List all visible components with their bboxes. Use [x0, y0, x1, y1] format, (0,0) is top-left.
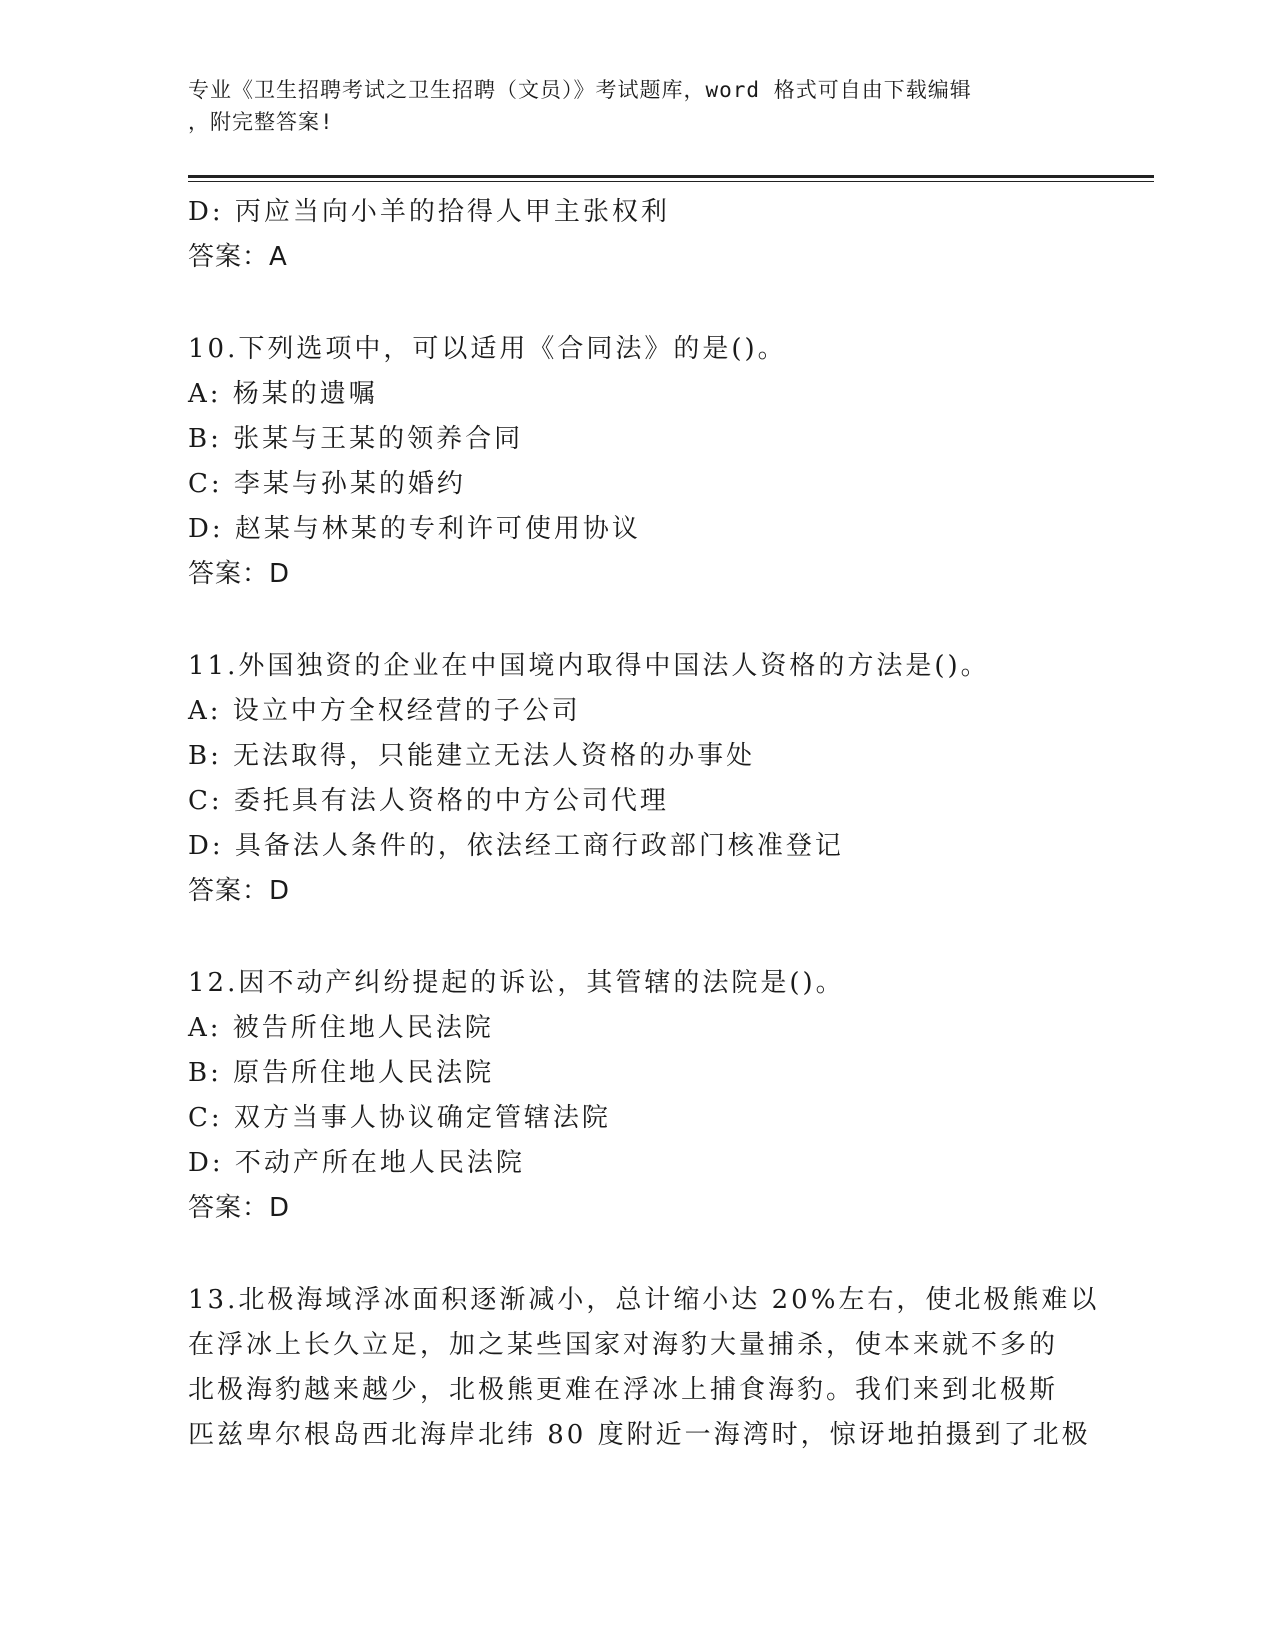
- question-stem: 12.因不动产纠纷提起的诉讼，其管辖的法院是()。: [188, 968, 845, 998]
- header-rule-thick: [188, 175, 1154, 178]
- question-12: [188, 961, 1088, 1231]
- question-13: [188, 1278, 1100, 1458]
- question-stem: 10.下列选项中，可以适用《合同法》的是()。: [188, 334, 787, 364]
- option-d: D: 赵某与林某的专利许可使用协议: [188, 514, 641, 544]
- question-13-line-3: 北极海豹越来越少，北极熊更难在浮冰上捕食海豹。我们来到北极斯: [188, 1375, 1059, 1405]
- answer: 答案：D: [188, 876, 291, 906]
- option-c: C: 李某与孙某的婚约: [188, 469, 466, 499]
- header-rule-thin: [188, 181, 1154, 182]
- question-content: [188, 190, 1100, 1458]
- document-header: [188, 74, 1068, 138]
- question-10: [188, 327, 1088, 597]
- option-a: A: 被告所住地人民法院: [188, 1013, 494, 1043]
- option-a: A: 杨某的遗嘱: [188, 379, 378, 409]
- option-c: C: 双方当事人协议确定管辖法院: [188, 1103, 611, 1133]
- option-d: D: 不动产所在地人民法院: [188, 1148, 525, 1178]
- header-line-1: 专业《卫生招聘考试之卫生招聘（文员）》考试题库，word 格式可自由下载编辑: [188, 78, 972, 102]
- question-11: [188, 644, 1088, 914]
- option-d: D: 具备法人条件的，依法经工商行政部门核准登记: [188, 831, 844, 861]
- header-line-2: ，附完整答案!: [188, 110, 334, 134]
- question-13-line-2: 在浮冰上长久立足，加之某些国家对海豹大量捕杀，使本来就不多的: [188, 1330, 1059, 1360]
- prev-option-d: D: 丙应当向小羊的拾得人甲主张权利: [188, 197, 670, 227]
- question-stem: 11.外国独资的企业在中国境内取得中国法人资格的方法是()。: [188, 651, 990, 681]
- option-b: B: 原告所住地人民法院: [188, 1058, 495, 1088]
- option-a: A: 设立中方全权经营的子公司: [188, 696, 581, 726]
- option-b: B: 无法取得，只能建立无法人资格的办事处: [188, 741, 756, 771]
- question-13-line-1: 13.北极海域浮冰面积逐渐减小，总计缩小达 20%左右，使北极熊难以: [188, 1285, 1100, 1315]
- option-c: C: 委托具有法人资格的中方公司代理: [188, 786, 669, 816]
- option-b: B: 张某与王某的领养合同: [188, 424, 524, 454]
- answer: 答案：D: [188, 559, 291, 589]
- answer: 答案：D: [188, 1193, 291, 1223]
- question-13-line-4: 匹兹卑尔根岛西北海岸北纬 80 度附近一海湾时，惊讶地拍摄到了北极: [188, 1420, 1091, 1450]
- prev-answer: 答案：A: [188, 242, 288, 272]
